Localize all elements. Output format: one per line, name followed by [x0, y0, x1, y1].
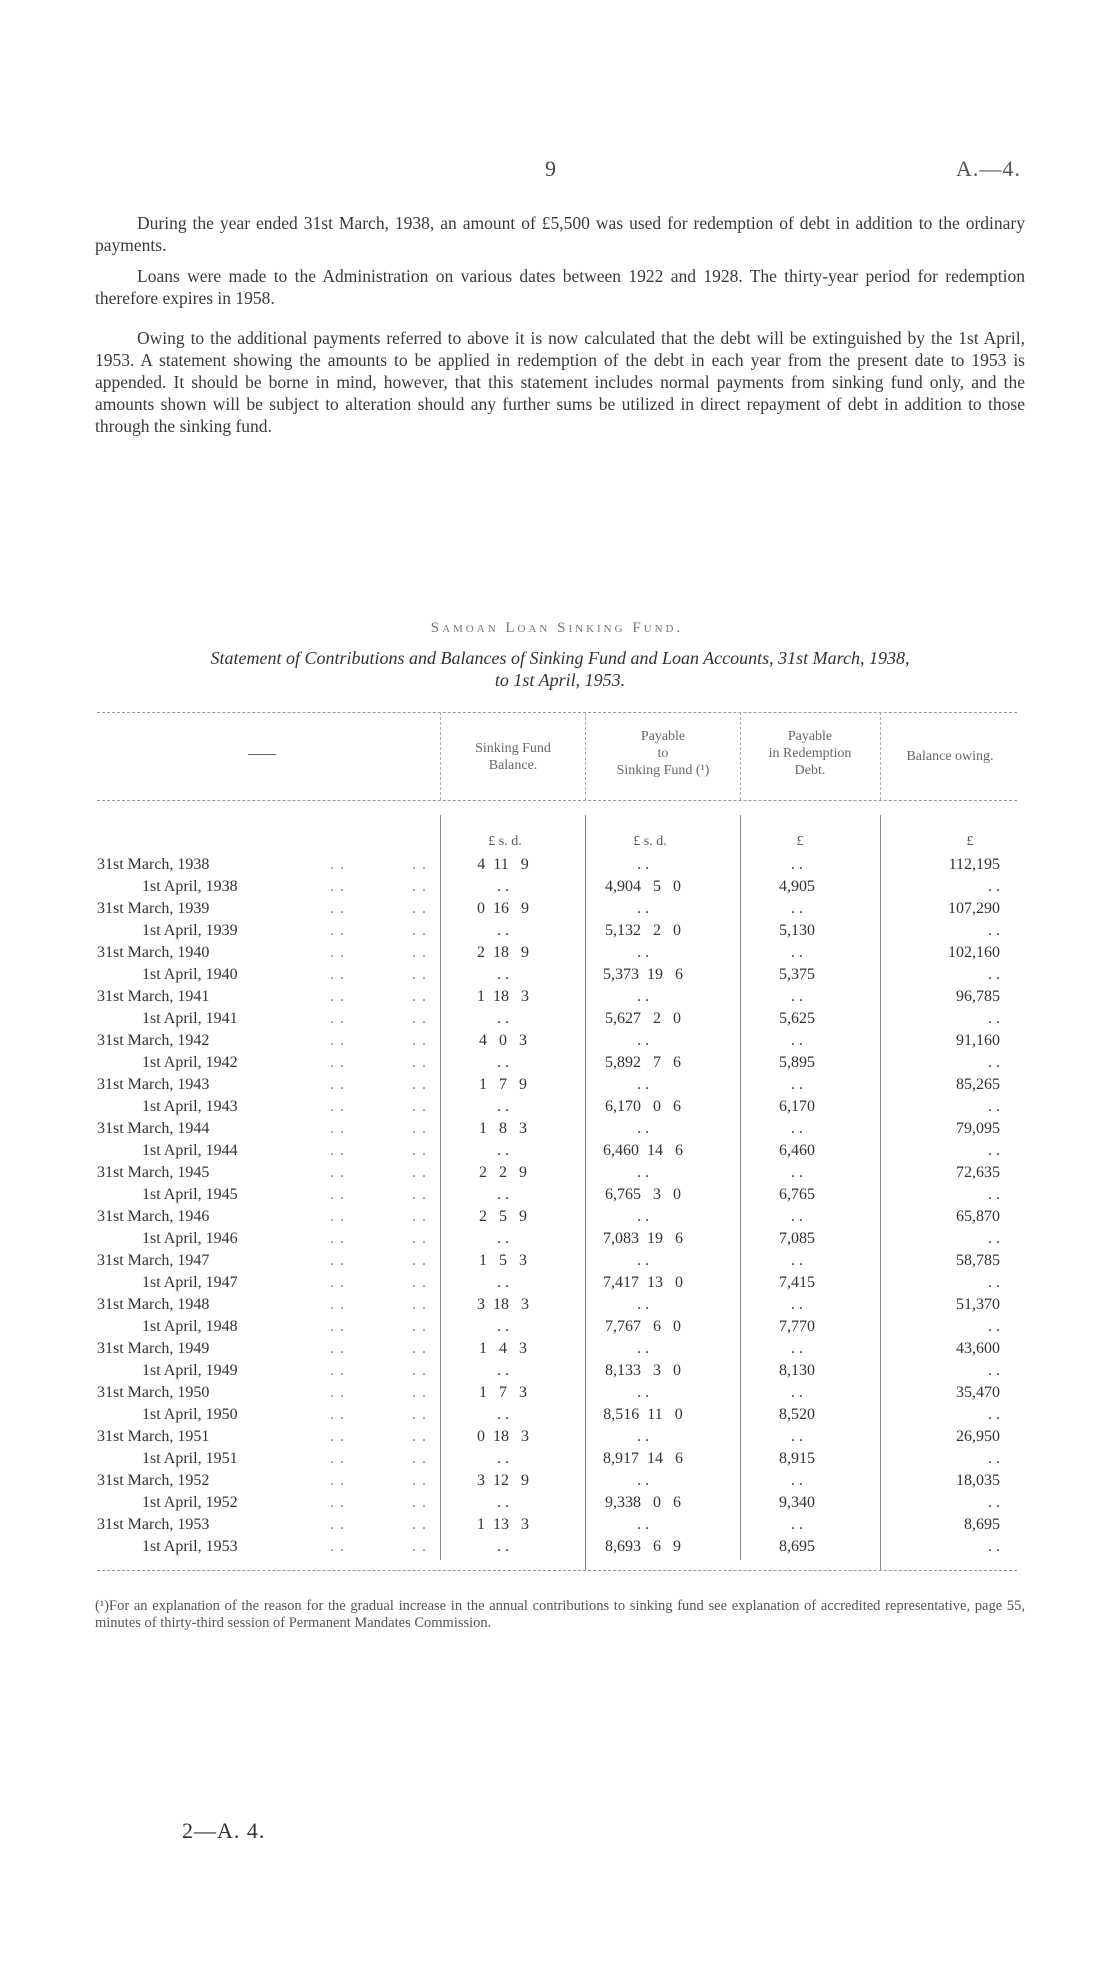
- leader-dots: . .: [330, 1274, 345, 1291]
- cell-payable-in-redemption: 9,340: [779, 1494, 815, 1511]
- row-date-label: 1st April, 1939: [142, 922, 238, 939]
- row-date-label: 1st April, 1943: [142, 1098, 238, 1115]
- footnote: (¹)For an explanation of the reason for the gradual increase in the annual contributions to sinking fund see explanation of accredited representative, page 55, minutes of thirty-third session of Permanent Mandates Commission.: [95, 1598, 1025, 1631]
- cell-payable-to-sinking-fund: 7,083 19 6: [603, 1230, 683, 1247]
- cell-balance-owing: . .: [988, 1054, 1000, 1071]
- leader-dots: . .: [330, 944, 345, 961]
- row-date-label: 1st April, 1949: [142, 1362, 238, 1379]
- leader-dots: . .: [330, 1076, 345, 1093]
- row-date-label: 1st April, 1946: [142, 1230, 238, 1247]
- leader-dots: . .: [330, 1142, 345, 1159]
- cell-balance-owing: 8,695: [964, 1516, 1000, 1533]
- leader-dots: . .: [330, 1120, 345, 1137]
- cell-payable-in-redemption: 7,770: [779, 1318, 815, 1335]
- row-date-label: 1st April, 1951: [142, 1450, 238, 1467]
- cell-sinking-fund-balance: 4 0 3: [479, 1032, 527, 1049]
- cell-payable-in-redemption: . .: [791, 1032, 803, 1049]
- leader-dots: . .: [412, 1362, 427, 1379]
- cell-payable-in-redemption: . .: [791, 1428, 803, 1445]
- cell-payable-in-redemption: . .: [791, 1076, 803, 1093]
- leader-dots: . .: [412, 1142, 427, 1159]
- table-row: [0, 1076, 1114, 1098]
- cell-sinking-fund-balance: 1 4 3: [479, 1340, 527, 1357]
- header-balance-owing: Balance owing.: [906, 749, 994, 764]
- cell-payable-to-sinking-fund: 9,338 0 6: [605, 1494, 681, 1511]
- cell-payable-to-sinking-fund: 7,417 13 0: [603, 1274, 683, 1291]
- leader-dots: . .: [330, 1494, 345, 1511]
- leader-dots: . .: [412, 988, 427, 1005]
- leader-dots: . .: [330, 1538, 345, 1555]
- cell-payable-in-redemption: 5,895: [779, 1054, 815, 1071]
- cell-sinking-fund-balance: . .: [497, 966, 509, 983]
- cell-payable-to-sinking-fund: . .: [637, 1296, 649, 1313]
- leader-dots: . .: [330, 856, 345, 873]
- cell-payable-to-sinking-fund: 5,627 2 0: [605, 1010, 681, 1027]
- header-payable-sinking-fund: Payable to Sinking Fund (¹): [616, 729, 710, 778]
- cell-payable-to-sinking-fund: . .: [637, 1076, 649, 1093]
- leader-dots: . .: [330, 1296, 345, 1313]
- cell-sinking-fund-balance: 1 8 3: [479, 1120, 527, 1137]
- table-row: [0, 1318, 1114, 1340]
- cell-payable-to-sinking-fund: 6,460 14 6: [603, 1142, 683, 1159]
- label-column-dash: [248, 754, 276, 755]
- leader-dots: . .: [412, 900, 427, 917]
- leader-dots: . .: [412, 1186, 427, 1203]
- leader-dots: . .: [330, 1098, 345, 1115]
- cell-sinking-fund-balance: . .: [497, 1538, 509, 1555]
- table-row: [0, 944, 1114, 966]
- leader-dots: . .: [412, 856, 427, 873]
- cell-payable-to-sinking-fund: 7,767 6 0: [605, 1318, 681, 1335]
- col-sep-2-head: [585, 712, 586, 800]
- cell-balance-owing: 58,785: [956, 1252, 1000, 1269]
- table-row: [0, 1406, 1114, 1428]
- table-row: [0, 1494, 1114, 1516]
- table-row: [0, 1450, 1114, 1472]
- cell-payable-in-redemption: 8,695: [779, 1538, 815, 1555]
- leader-dots: . .: [330, 1362, 345, 1379]
- leader-dots: . .: [412, 1230, 427, 1247]
- leader-dots: . .: [330, 1450, 345, 1467]
- page-number: 9: [545, 156, 556, 181]
- cell-sinking-fund-balance: 0 18 3: [477, 1428, 529, 1445]
- cell-payable-in-redemption: . .: [791, 944, 803, 961]
- cell-payable-in-redemption: 6,460: [779, 1142, 815, 1159]
- row-date-label: 1st April, 1952: [142, 1494, 238, 1511]
- leader-dots: . .: [412, 1340, 427, 1357]
- row-date-label: 31st March, 1943: [97, 1076, 210, 1093]
- row-date-label: 31st March, 1950: [97, 1384, 210, 1401]
- fund-title: Samoan Loan Sinking Fund.: [430, 620, 684, 636]
- row-date-label: 1st April, 1950: [142, 1406, 238, 1423]
- cell-payable-to-sinking-fund: . .: [637, 988, 649, 1005]
- cell-sinking-fund-balance: 1 7 9: [479, 1076, 527, 1093]
- leader-dots: . .: [412, 1384, 427, 1401]
- row-date-label: 31st March, 1944: [97, 1120, 210, 1137]
- cell-balance-owing: . .: [988, 1362, 1000, 1379]
- subtitle-line-1: Statement of Contributions and Balances of Sinking Fund and Loan Accounts, 31st March, 1938,: [210, 648, 910, 668]
- cell-payable-to-sinking-fund: . .: [637, 856, 649, 873]
- row-date-label: 31st March, 1949: [97, 1340, 210, 1357]
- table-row: [0, 1208, 1114, 1230]
- leader-dots: . .: [412, 1076, 427, 1093]
- cell-balance-owing: . .: [988, 1274, 1000, 1291]
- cell-payable-in-redemption: . .: [791, 1120, 803, 1137]
- table-row: [0, 878, 1114, 900]
- cell-payable-in-redemption: . .: [791, 1296, 803, 1313]
- cell-payable-to-sinking-fund: . .: [637, 1120, 649, 1137]
- leader-dots: . .: [412, 1494, 427, 1511]
- cell-balance-owing: 35,470: [956, 1384, 1000, 1401]
- table-row: [0, 1142, 1114, 1164]
- leader-dots: . .: [330, 900, 345, 917]
- table-row: [0, 988, 1114, 1010]
- cell-sinking-fund-balance: . .: [497, 1010, 509, 1027]
- row-date-label: 31st March, 1946: [97, 1208, 210, 1225]
- leader-dots: . .: [412, 966, 427, 983]
- cell-sinking-fund-balance: . .: [497, 1142, 509, 1159]
- leader-dots: . .: [412, 1318, 427, 1335]
- cell-balance-owing: . .: [988, 966, 1000, 983]
- leader-dots: . .: [330, 1340, 345, 1357]
- cell-balance-owing: . .: [988, 878, 1000, 895]
- table-top-rule: [97, 712, 1017, 713]
- table-row: [0, 1340, 1114, 1362]
- leader-dots: . .: [330, 1384, 345, 1401]
- table-row: [0, 1252, 1114, 1274]
- leader-dots: . .: [412, 1516, 427, 1533]
- cell-balance-owing: 85,265: [956, 1076, 1000, 1093]
- leader-dots: . .: [412, 1538, 427, 1555]
- cell-payable-in-redemption: . .: [791, 1208, 803, 1225]
- row-date-label: 31st March, 1940: [97, 944, 210, 961]
- leader-dots: . .: [330, 1252, 345, 1269]
- cell-payable-to-sinking-fund: 6,765 3 0: [605, 1186, 681, 1203]
- leader-dots: . .: [412, 1428, 427, 1445]
- cell-sinking-fund-balance: 1 18 3: [477, 988, 529, 1005]
- table-row: [0, 1186, 1114, 1208]
- cell-balance-owing: . .: [988, 922, 1000, 939]
- cell-sinking-fund-balance: . .: [497, 1230, 509, 1247]
- cell-payable-in-redemption: 4,905: [779, 878, 815, 895]
- leader-dots: . .: [412, 922, 427, 939]
- row-date-label: 1st April, 1947: [142, 1274, 238, 1291]
- cell-sinking-fund-balance: . .: [497, 1362, 509, 1379]
- cell-payable-in-redemption: . .: [791, 900, 803, 917]
- cell-payable-in-redemption: . .: [791, 1164, 803, 1181]
- leader-dots: . .: [330, 1406, 345, 1423]
- unit-payable-sinking-fund: £ s. d.: [633, 834, 667, 849]
- cell-balance-owing: 43,600: [956, 1340, 1000, 1357]
- leader-dots: . .: [330, 1054, 345, 1071]
- leader-dots: . .: [330, 878, 345, 895]
- row-date-label: 1st April, 1945: [142, 1186, 238, 1203]
- table-row: [0, 1120, 1114, 1142]
- cell-sinking-fund-balance: . .: [497, 1274, 509, 1291]
- cell-sinking-fund-balance: . .: [497, 1054, 509, 1071]
- col-sep-1-head: [440, 712, 441, 800]
- row-date-label: 31st March, 1953: [97, 1516, 210, 1533]
- cell-balance-owing: . .: [988, 1318, 1000, 1335]
- leader-dots: . .: [330, 988, 345, 1005]
- cell-balance-owing: . .: [988, 1010, 1000, 1027]
- cell-balance-owing: 79,095: [956, 1120, 1000, 1137]
- cell-sinking-fund-balance: 1 7 3: [479, 1384, 527, 1401]
- cell-balance-owing: . .: [988, 1450, 1000, 1467]
- cell-sinking-fund-balance: 4 11 9: [477, 856, 529, 873]
- cell-payable-to-sinking-fund: . .: [637, 1252, 649, 1269]
- table-row: [0, 1296, 1114, 1318]
- cell-payable-in-redemption: . .: [791, 1340, 803, 1357]
- cell-sinking-fund-balance: . .: [497, 1406, 509, 1423]
- table-header-rule: [97, 800, 1017, 801]
- cell-balance-owing: . .: [988, 1494, 1000, 1511]
- cell-payable-to-sinking-fund: . .: [637, 1208, 649, 1225]
- cell-balance-owing: 107,290: [948, 900, 1000, 917]
- row-date-label: 1st April, 1944: [142, 1142, 238, 1159]
- row-date-label: 1st April, 1948: [142, 1318, 238, 1335]
- leader-dots: . .: [330, 1186, 345, 1203]
- cell-payable-to-sinking-fund: 8,516 11 0: [603, 1406, 683, 1423]
- cell-sinking-fund-balance: 3 18 3: [477, 1296, 529, 1313]
- cell-sinking-fund-balance: 3 12 9: [477, 1472, 529, 1489]
- table-row: [0, 856, 1114, 878]
- leader-dots: . .: [412, 1296, 427, 1313]
- row-date-label: 31st March, 1938: [97, 856, 210, 873]
- cell-balance-owing: 72,635: [956, 1164, 1000, 1181]
- page-signature-reference: 2—A. 4.: [182, 1818, 266, 1843]
- cell-balance-owing: 51,370: [956, 1296, 1000, 1313]
- cell-sinking-fund-balance: . .: [497, 1098, 509, 1115]
- cell-payable-in-redemption: 7,415: [779, 1274, 815, 1291]
- table-row: [0, 1274, 1114, 1296]
- leader-dots: . .: [330, 1428, 345, 1445]
- table-row: [0, 900, 1114, 922]
- table-row: [0, 1516, 1114, 1538]
- leader-dots: . .: [412, 1164, 427, 1181]
- row-date-label: 1st April, 1940: [142, 966, 238, 983]
- table-row: [0, 1164, 1114, 1186]
- cell-sinking-fund-balance: . .: [497, 1318, 509, 1335]
- row-date-label: 31st March, 1951: [97, 1428, 210, 1445]
- cell-payable-to-sinking-fund: 8,917 14 6: [603, 1450, 683, 1467]
- leader-dots: . .: [412, 1098, 427, 1115]
- cell-balance-owing: 96,785: [956, 988, 1000, 1005]
- table-row: [0, 1032, 1114, 1054]
- table-row: [0, 1538, 1114, 1560]
- cell-payable-to-sinking-fund: 4,904 5 0: [605, 878, 681, 895]
- cell-balance-owing: 65,870: [956, 1208, 1000, 1225]
- table-row: [0, 1384, 1114, 1406]
- leader-dots: . .: [412, 1274, 427, 1291]
- table-row: [0, 1362, 1114, 1384]
- row-date-label: 31st March, 1939: [97, 900, 210, 917]
- row-date-label: 1st April, 1941: [142, 1010, 238, 1027]
- cell-sinking-fund-balance: . .: [497, 1450, 509, 1467]
- cell-balance-owing: . .: [988, 1098, 1000, 1115]
- leader-dots: . .: [330, 1230, 345, 1247]
- row-date-label: 1st April, 1938: [142, 878, 238, 895]
- cell-sinking-fund-balance: 2 18 9: [477, 944, 529, 961]
- cell-payable-in-redemption: 5,625: [779, 1010, 815, 1027]
- leader-dots: . .: [330, 966, 345, 983]
- leader-dots: . .: [330, 1208, 345, 1225]
- cell-sinking-fund-balance: . .: [497, 1186, 509, 1203]
- cell-payable-in-redemption: . .: [791, 1384, 803, 1401]
- cell-payable-to-sinking-fund: 8,133 3 0: [605, 1362, 681, 1379]
- table-row: [0, 1472, 1114, 1494]
- table-row: [0, 1098, 1114, 1120]
- leader-dots: . .: [412, 1054, 427, 1071]
- row-date-label: 31st March, 1947: [97, 1252, 210, 1269]
- leader-dots: . .: [412, 1472, 427, 1489]
- leader-dots: . .: [412, 1450, 427, 1467]
- cell-sinking-fund-balance: 1 5 3: [479, 1252, 527, 1269]
- paragraph-redemption: During the year ended 31st March, 1938, an amount of £5,500 was used for redemption of debt in addition to the ordinary payments.: [95, 213, 1025, 255]
- cell-payable-in-redemption: . .: [791, 1472, 803, 1489]
- row-date-label: 31st March, 1942: [97, 1032, 210, 1049]
- cell-payable-to-sinking-fund: . .: [637, 1516, 649, 1533]
- cell-balance-owing: 26,950: [956, 1428, 1000, 1445]
- cell-payable-in-redemption: 6,765: [779, 1186, 815, 1203]
- header-payable-redemption: Payable in Redemption Debt.: [768, 729, 852, 778]
- leader-dots: . .: [330, 1164, 345, 1181]
- cell-payable-in-redemption: . .: [791, 856, 803, 873]
- table-row: [0, 1428, 1114, 1450]
- col-sep-4-head: [880, 712, 881, 800]
- unit-sinking-fund: £ s. d.: [488, 834, 522, 849]
- row-date-label: 1st April, 1942: [142, 1054, 238, 1071]
- table-row: [0, 922, 1114, 944]
- cell-balance-owing: . .: [988, 1142, 1000, 1159]
- cell-sinking-fund-balance: . .: [497, 922, 509, 939]
- leader-dots: . .: [330, 1318, 345, 1335]
- cell-sinking-fund-balance: 0 16 9: [477, 900, 529, 917]
- cell-sinking-fund-balance: 2 2 9: [479, 1164, 527, 1181]
- cell-payable-to-sinking-fund: . .: [637, 944, 649, 961]
- cell-payable-to-sinking-fund: . .: [637, 1472, 649, 1489]
- cell-payable-to-sinking-fund: 6,170 0 6: [605, 1098, 681, 1115]
- subtitle-line-2: to 1st April, 1953.: [494, 670, 626, 690]
- cell-sinking-fund-balance: . .: [497, 878, 509, 895]
- table-row: [0, 1010, 1114, 1032]
- cell-payable-in-redemption: 8,130: [779, 1362, 815, 1379]
- cell-payable-to-sinking-fund: . .: [637, 1164, 649, 1181]
- leader-dots: . .: [412, 1252, 427, 1269]
- unit-payable-redemption: £: [796, 834, 804, 849]
- leader-dots: . .: [330, 922, 345, 939]
- cell-payable-in-redemption: . .: [791, 988, 803, 1005]
- cell-payable-to-sinking-fund: 5,373 19 6: [603, 966, 683, 983]
- header-sinking-fund: Sinking Fund Balance.: [475, 741, 551, 773]
- cell-payable-in-redemption: 5,375: [779, 966, 815, 983]
- cell-balance-owing: . .: [988, 1538, 1000, 1555]
- leader-dots: . .: [412, 1208, 427, 1225]
- table-row: [0, 966, 1114, 988]
- cell-payable-in-redemption: 8,915: [779, 1450, 815, 1467]
- paragraph-extinguished: Owing to the additional payments referred to above it is now calculated that the debt will be extinguished by the 1st April, 1953. A statement showing the amounts to be applied in redemption of the debt in each year from the present date to 1953 is appended. It should be borne in mind, however, that this statement includes normal payments from sinking fund only, and the amounts shown will be subject to alteration should any further sums be utilized in direct repayment of debt in addition to those through the sinking fund.: [95, 328, 1025, 436]
- leader-dots: . .: [412, 1010, 427, 1027]
- leader-dots: . .: [412, 1406, 427, 1423]
- table-row: [0, 1054, 1114, 1076]
- cell-balance-owing: 102,160: [948, 944, 1000, 961]
- row-date-label: 31st March, 1941: [97, 988, 210, 1005]
- cell-payable-in-redemption: . .: [791, 1252, 803, 1269]
- cell-payable-to-sinking-fund: . .: [637, 1384, 649, 1401]
- col-sep-3-head: [740, 712, 741, 800]
- cell-balance-owing: 91,160: [956, 1032, 1000, 1049]
- leader-dots: . .: [412, 944, 427, 961]
- cell-balance-owing: . .: [988, 1230, 1000, 1247]
- table-bottom-rule: [97, 1570, 1017, 1571]
- leader-dots: . .: [412, 1120, 427, 1137]
- cell-payable-to-sinking-fund: 5,892 7 6: [605, 1054, 681, 1071]
- row-date-label: 31st March, 1952: [97, 1472, 210, 1489]
- table-row: [0, 1230, 1114, 1252]
- cell-payable-to-sinking-fund: . .: [637, 1340, 649, 1357]
- row-date-label: 31st March, 1945: [97, 1164, 210, 1181]
- unit-balance: £: [966, 834, 974, 849]
- cell-payable-in-redemption: . .: [791, 1516, 803, 1533]
- cell-balance-owing: . .: [988, 1186, 1000, 1203]
- leader-dots: . .: [330, 1472, 345, 1489]
- cell-payable-in-redemption: 5,130: [779, 922, 815, 939]
- leader-dots: . .: [330, 1010, 345, 1027]
- cell-payable-in-redemption: 8,520: [779, 1406, 815, 1423]
- cell-payable-in-redemption: 7,085: [779, 1230, 815, 1247]
- cell-balance-owing: . .: [988, 1406, 1000, 1423]
- leader-dots: . .: [412, 878, 427, 895]
- leader-dots: . .: [330, 1516, 345, 1533]
- cell-sinking-fund-balance: 2 5 9: [479, 1208, 527, 1225]
- cell-payable-to-sinking-fund: 5,132 2 0: [605, 922, 681, 939]
- cell-payable-to-sinking-fund: 8,693 6 9: [605, 1538, 681, 1555]
- table-subtitle: [100, 647, 1020, 691]
- row-date-label: 1st April, 1953: [142, 1538, 238, 1555]
- cell-balance-owing: 112,195: [948, 856, 1000, 873]
- row-date-label: 31st March, 1948: [97, 1296, 210, 1313]
- cell-payable-in-redemption: 6,170: [779, 1098, 815, 1115]
- cell-sinking-fund-balance: 1 13 3: [477, 1516, 529, 1533]
- cell-payable-to-sinking-fund: . .: [637, 1428, 649, 1445]
- paragraph-loans: Loans were made to the Administration on various dates between 1922 and 1928. The thirty-year period for redemption therefore expires in 1958.: [95, 266, 1025, 308]
- cell-payable-to-sinking-fund: . .: [637, 900, 649, 917]
- leader-dots: . .: [330, 1032, 345, 1049]
- cell-sinking-fund-balance: . .: [497, 1494, 509, 1511]
- cell-payable-to-sinking-fund: . .: [637, 1032, 649, 1049]
- leader-dots: . .: [412, 1032, 427, 1049]
- cell-balance-owing: 18,035: [956, 1472, 1000, 1489]
- document-reference: A.—4.: [956, 156, 1021, 181]
